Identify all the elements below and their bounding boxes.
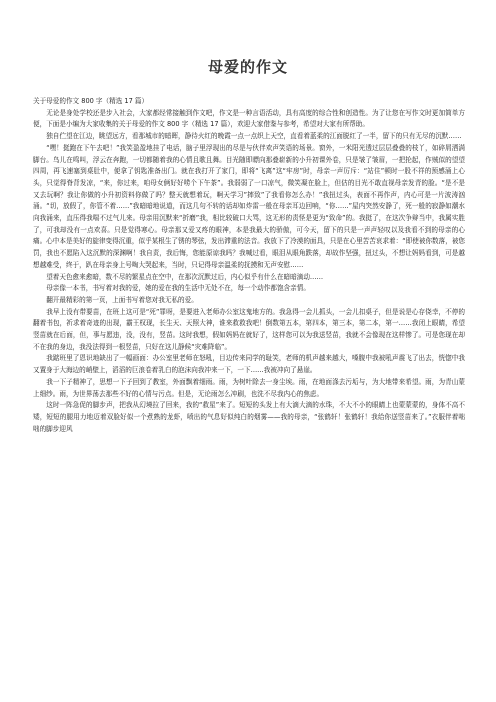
document-body	[33, 96, 465, 435]
paragraph: 母亲像一本书，书写着对我的爱，她的爱在我的生活中无处不在，每一个动作都饱含亲情。	[46, 284, 310, 293]
paragraph: 我早上没有带要苗，在班上这可是“死”罪呀，是要进入老师办公室这鬼地方的。我急得一会儿抓头，一会儿扣桌子，但是说是心存侥幸，不停的翻着书包，祈求着奇迹的出现，霸王权现，长生天、天照大神，谁来救救我吧！倒数第五本，第四本，第三本，第二本，第一……我闭上眼睛，希望竖苗就在后面，但，事与愿违，没，没有，竖苗。这时我想，假如妈妈在就好了，这样您可以为我送竖苗，我就不会像现在这样惨了。可是您现在却不在我的身边，我没法得到一根竖苗，只好在这儿静候“灾难降临”。	[33, 307, 465, 351]
paragraph: 这时一阵急促的脚步声，把我从幻境拉了回来，我的“救星”来了。短短的头发上有大滴大滴的水珠，不大不小的眼睛上也蒙蒙蒙的，身体不高不矮，短短的腿用力地迈着双脸好似一个煮熟的龙虾，喷出的气息好似纯白的烟雾——我的母亲，“张鹤轩！张鹤轩！我给你送竖苗来了。”衣服伴着咄咄的脚步迎风	[33, 401, 465, 433]
paragraph: 独自伫望在江边，眺望远方，看那城市的暗晖，静待火红的晚霞一点一点织上天空，直看着蓝柔的江面脱红了一半，留下的只有无尽的沉默……	[46, 132, 462, 141]
paragraph: 我一下子精神了，思想一下子回到了教室，外面飘着细雨。雨，为树叶除去一身尘埃。雨，在地面涤去污垢与，为大地带来希望。雨，为青山蒙上细纱。雨，为世界荡去那些不好的心情与污点。但是，无论雨怎么冲刷，也洗不尽我内心的焦虑。	[33, 377, 465, 398]
subtitle-line: 关于母爱的作文 800 字（精选 17 篇）	[33, 97, 149, 105]
paragraph: 翻开最精彩的第一页，上面书写着您对我无私的爱。	[46, 295, 198, 304]
paragraph: 我踮班里了恩识地缺出了一幅画面：办公室里老师在怒吼，目边传来同学的耻笑，老师的机声越来越大，嗓腹中我被吼声震飞了出去，恍惚中我又置身于大海边的峭壁上，滔滔的巨浪卷着乳白的泡沫向我冲来一下，一下……我被冲向了悬崖。	[33, 354, 465, 375]
paragraph: “嘿！挺跑在下午去吧！”我笑盈盈地挂了电话，脑子里浮现出的尽是与伙伴欢声笑语的场景。窗外，一米阳光透过层层叠叠的枝丫，如碎屑洒满脚台。鸟儿在鸣叫，浮云在奔跑，一切都随着我的心情且歌且舞。目光随即瞟向那叠崭新的小升初课外卷，只是皱了皱眉，一把抡起，作贼似的望望四周，再飞速塞到桌肚中，便拿了钥匙准备出门。就在我打开了家门，即将“飞离”这“牢房”时，母亲一声厉斥：“站住”顿时一股不祥的预感涌上心头，只觉得脊背发凉，“来，你过来，咱母女俩好好唠个下午茶”。我弱弱了一口凉气，微笑凝在脸上，但估的目光不敢直视母亲发青的脸。“是不是又去玩啊？我让你做的小升初资料你做了吗？整天就想着玩，啊天学习”摔致”了我看你怎么办！”我扭过头，表面不再作声，内心可是一片波涛汹涌。“切，放假了，你管不着……”我暗暗地说道，而这几句不转的话却如炸雷一般在母亲耳边回响，“你……”屋内突然安静了，死一般的寂静如潮水向我涌来，直压得我喘不过气儿来。母亲用沉默来“折磨”我，相比较破口大骂，这无形的责怪是更为“致命”的。我挺了，在这次争辩当中，我属实胜了，可我却没有一点欢喜。只是觉得寒心。母亲那又爱又疼的眼神，本是我最大的骄傲，可今天，留下的只是一声声轻叹以及我看不到的母亲的心痛。心中本是美好的旋律变得沉重，似乎某根生了锈的琴弦，发出滞重的法音。我放下了冷漠的面具，只是在心里苦苦哀求着：“即使被你数落，被您罚，我也不愿陷入这沉默的深渊啊！我自责，我后悔，您能原谅我吗？我喊过看，眼泪从眼角跌落，却故作坚强，扭过头，不想让妈妈看到，可是越想越难受，终于，趴在母亲身上号啕大哭起来，当时，只记得母亲温柔的抚摸和无声安慰……	[33, 143, 466, 269]
paragraph-intro: 无论是身处学校还是步入社会，大家都经常接触到作文吧，作文是一种言语活动，具有高度的综合性和创造性。为了让您在写作文时更加简单方便，下面是小编为大家收集的关于母爱的作文 800 字（精选 17 篇），欢迎大家借鉴与参考，希望对大家有所帮助。	[33, 108, 465, 129]
paragraph: 望着天色愈来愈暗，数不尽的繁星点在空中，在那次沉默过后，内心似乎有什么在暗暗滴动……	[46, 272, 324, 281]
document-title: 母爱的作文	[207, 58, 288, 76]
